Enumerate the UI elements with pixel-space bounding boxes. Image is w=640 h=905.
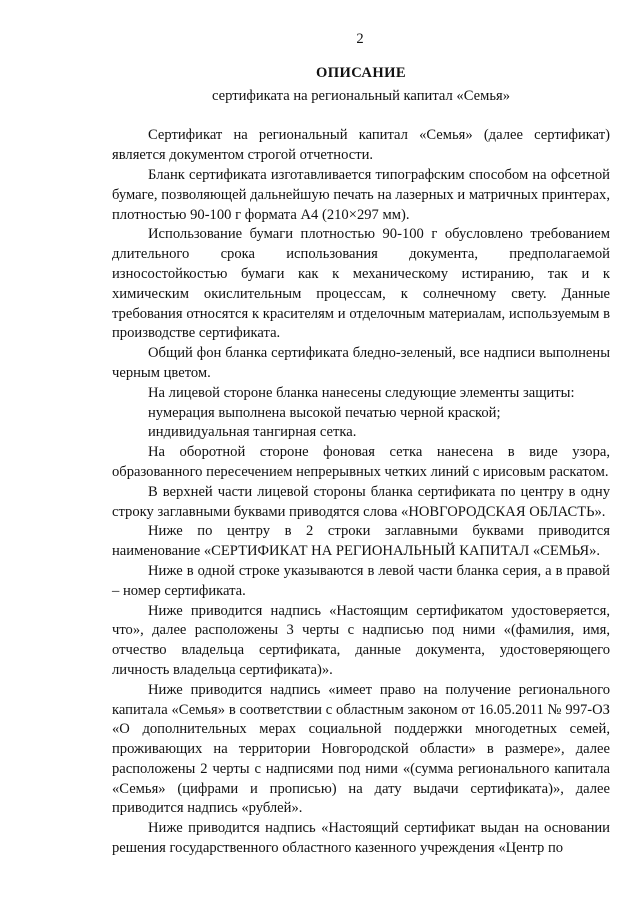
page-number: 2 <box>356 31 364 47</box>
document-title: ОПИСАНИЕ <box>315 64 407 81</box>
paragraph-reverse-side: На оборотной стороне фоновая сетка нанесена в виде узора, образованного пересечением непрерывных четких линий с ирисовым раскатом. <box>112 444 610 480</box>
paragraph-certificate-name: Ниже по центру в 2 строки заглавными буквами приводится наименование «СЕРТИФИКАТ НА РЕГИОНАЛЬНЫЙ КАПИТАЛ «СЕМЬЯ». <box>112 523 610 560</box>
paragraph-issued-basis: Ниже приводится надпись «Настоящий сертификат выдан на основании решения государственного областного казенного учреждения «Центр по <box>112 820 610 857</box>
paragraph-protection-grid: индивидуальная тангирная сетка. <box>148 424 357 441</box>
paragraph-series-number: Ниже в одной строке указываются в левой части бланка серия, а в правой – номер сертификата. <box>112 562 610 599</box>
paragraph-protection-numbering: нумерация выполнена высокой печатью черной краской; <box>148 404 501 421</box>
paragraph-protection-intro: На лицевой стороне бланка нанесены следующие элементы защиты: <box>148 384 575 401</box>
paragraph-background: Общий фон бланка сертификата бледно-зеленый, все надписи выполнены черным цветом. <box>112 345 610 381</box>
document-subtitle: сертификата на региональный капитал «Семья» <box>211 87 511 104</box>
paragraph-status: Сертификат на региональный капитал «Семья» (далее сертификат) является документом строгой отчетности. <box>112 127 610 164</box>
paragraph-paper-density: Использование бумаги плотностью 90-100 г обусловлено требованием длительного срока использования документа, предполагаемой износостойкостью бумаги как к механическому истиранию, так и к химическим окислительным процессам, к солнечному свету. Данные требования относятся к красителям и отделочным материалам, используемым в производстве сертификата. <box>112 226 610 342</box>
paragraph-holder: Ниже приводится надпись «Настоящим сертификатом удостоверяется, что», далее расположены 3 черты с надписью под ними «(фамилия, имя, отчество владельца сертификата, данные документа, удостоверяющего личность владельца сертификата)». <box>112 602 610 678</box>
paragraph-blank-production: Бланк сертификата изготавливается типографским способом на офсетной бумаге, позволяющей дальнейшую печать на лазерных и матричных принтерах, плотностью 90-100 г формата А4 (210×297 мм). <box>112 166 610 223</box>
paragraph-region-heading: В верхней части лицевой стороны бланка сертификата по центру в одну строку заглавными буквами приводятся слова «НОВГОРОДСКАЯ ОБЛАСТЬ». <box>112 483 610 520</box>
paragraph-right: Ниже приводится надпись «имеет право на получение регионального капитала «Семья» в соответствии с областным законом от 16.05.2011 № 997-ОЗ «О дополнительных мерах социальной поддержки многодетных семей, проживающих на территории Новгородской области» в размере», далее расположены 2 черты с надписями под ними «(сумма регионального капитала «Семья» (цифрами и прописью) на дату выдачи сертификата)», далее приводится надпись «рублей». <box>112 681 610 817</box>
